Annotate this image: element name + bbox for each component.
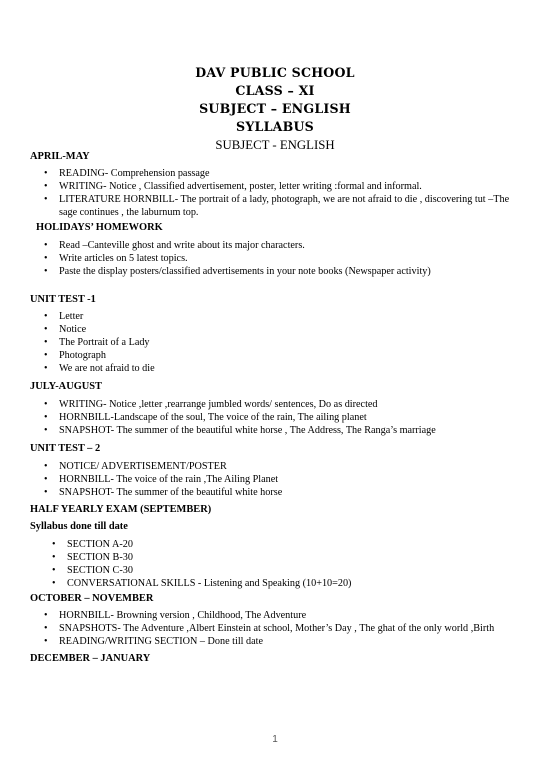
section-unit-test-2 <box>30 442 526 499</box>
list-item: • HORNBILL-Landscape of the soul, The voice of the rain, The ailing planet <box>30 411 526 424</box>
list-item: • We are not afraid to die <box>30 362 526 375</box>
section-heading: DECEMBER – JANUARY <box>30 653 151 664</box>
list-item: • CONVERSATIONAL SKILLS - Listening and Speaking (10+10=20) <box>30 577 526 590</box>
subject-subtitle: SUBJECT - ENGLISH <box>215 138 335 152</box>
syllabus-title: SYLLABUS <box>236 119 314 134</box>
syllabus-body <box>30 150 526 665</box>
section-half-yearly <box>30 503 526 590</box>
bullet-list <box>30 398 526 437</box>
bullet-list <box>30 239 526 278</box>
bullet-list <box>30 538 526 590</box>
subject-title: SUBJECT – ENGLISH <box>199 101 351 116</box>
list-item: • WRITING- Notice , Classified advertisement, poster, letter writing :formal and informal. <box>30 180 526 193</box>
section-july-august <box>30 380 526 437</box>
section-heading: JULY-AUGUST <box>30 381 102 392</box>
list-item: • SNAPSHOTS- The Adventure ,Albert Einstein at school, Mother’s Day , The ghat of the only world ,Birth <box>30 622 526 635</box>
list-item: • Paste the display posters/classified advertisements in your note books (Newspaper activity) <box>30 265 526 278</box>
section-heading: APRIL-MAY <box>30 151 90 162</box>
list-item: • Notice <box>30 323 526 336</box>
list-item: • The Portrait of a Lady <box>30 336 526 349</box>
list-item: • Write articles on 5 latest topics. <box>30 252 526 265</box>
bullet-list <box>30 609 526 648</box>
list-item: • SECTION C-30 <box>30 564 526 577</box>
document-header <box>0 64 550 153</box>
list-item: • WRITING- Notice ,letter ,rearrange jumbled words/ sentences, Do as directed <box>30 398 526 411</box>
section-heading: UNIT TEST -1 <box>30 294 96 305</box>
class-title: CLASS – XI <box>235 83 315 98</box>
section-subheading: Syllabus done till date <box>30 521 128 532</box>
section-heading: HALF YEARLY EXAM (SEPTEMBER) <box>30 504 212 515</box>
list-item: • NOTICE/ ADVERTISEMENT/POSTER <box>30 460 526 473</box>
list-item: • SECTION A-20 <box>30 538 526 551</box>
list-item: • READING- Comprehension passage <box>30 167 526 180</box>
list-item: • Letter <box>30 310 526 323</box>
list-item: • LITERATURE HORNBILL- The portrait of a lady, photograph, we are not afraid to die , discovering tut –The sage continues , the laburnum top. <box>30 193 526 219</box>
section-unit-test-1 <box>30 293 526 375</box>
list-item: • READING/WRITING SECTION – Done till date <box>30 635 526 648</box>
school-name: DAV PUBLIC SCHOOL <box>195 65 355 80</box>
section-april-may <box>30 150 526 219</box>
section-heading: UNIT TEST – 2 <box>30 443 101 454</box>
section-heading: HOLIDAYS’ HOMEWORK <box>36 222 163 233</box>
list-item: • Read –Canteville ghost and write about its major characters. <box>30 239 526 252</box>
list-item: • HORNBILL- Browning version , Childhood, The Adventure <box>30 609 526 622</box>
list-item: • Photograph <box>30 349 526 362</box>
list-item: • SNAPSHOT- The summer of the beautiful white horse , The Address, The Ranga’s marriage <box>30 424 526 437</box>
section-oct-nov <box>30 592 526 648</box>
section-holidays-homework <box>30 221 526 278</box>
bullet-list <box>30 167 526 219</box>
section-heading: OCTOBER – NOVEMBER <box>30 593 154 604</box>
page-number: 1 <box>272 734 278 745</box>
bullet-list <box>30 310 526 375</box>
list-item: • SNAPSHOT- The summer of the beautiful white horse <box>30 486 526 499</box>
section-dec-jan <box>30 652 526 665</box>
list-item: • HORNBILL- The voice of the rain ,The Ailing Planet <box>30 473 526 486</box>
bullet-list <box>30 460 526 499</box>
list-item: • SECTION B-30 <box>30 551 526 564</box>
